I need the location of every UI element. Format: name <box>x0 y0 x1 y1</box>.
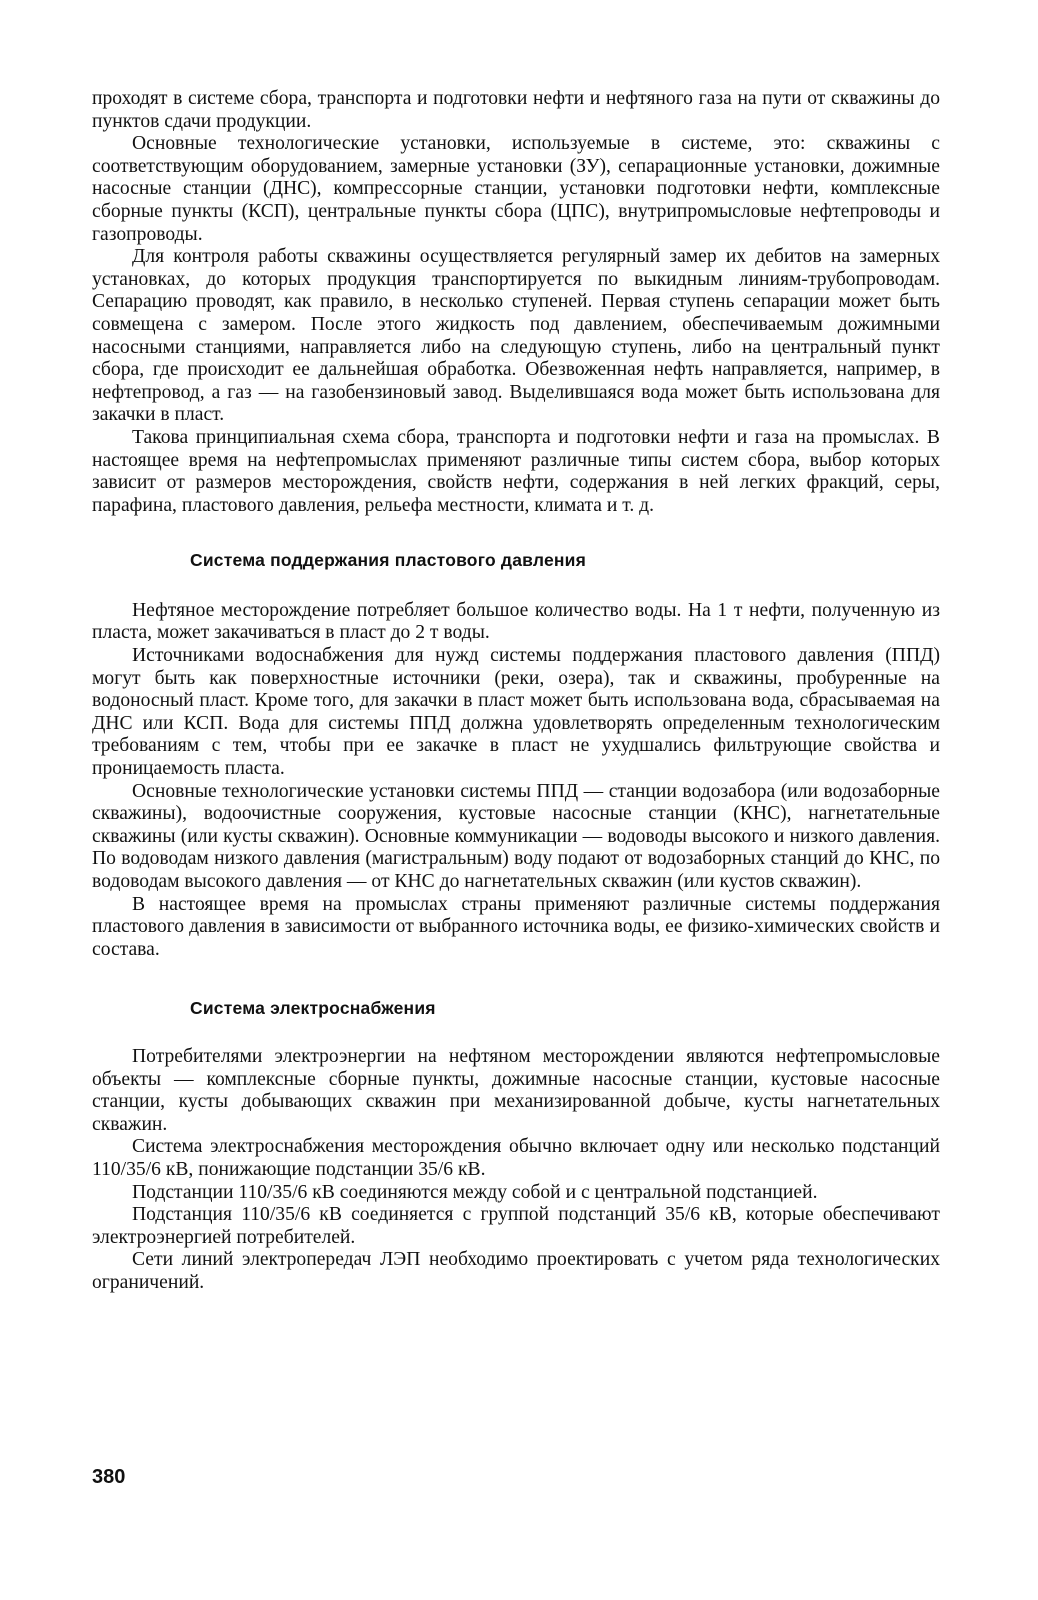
section-heading: Система электроснабжения <box>190 998 436 1019</box>
paragraph: Нефтяное месторождение потребляет большое количество воды. На 1 т нефти, полученную из пласта, может закачиваться в пласт до 2 т воды. <box>92 599 940 644</box>
paragraph: Сети линий электропередач ЛЭП необходимо проектировать с учетом ряда технологических ограничений. <box>92 1249 940 1293</box>
section-heading: Система поддержания пластового давления <box>190 550 587 571</box>
document-page <box>92 88 940 1295</box>
paragraph: Система электроснабжения месторождения обычно включает одну или несколько подстанций 110/35/6 кВ, понижающие подстанции 35/6 кВ. <box>92 1136 940 1180</box>
paragraph: Подстанции 110/35/6 кВ соединяются между собой и с центральной подстанцией. <box>132 1181 818 1203</box>
paragraph: Такова принципиальная схема сбора, транспорта и подготовки нефти и газа на промыслах. В настоящее время на нефтепромыслах применяют различные типы систем сбора, выбор которых зависит от размеров месторождения, свойств нефти, содержания в ней легких фракций, серы, парафина, пластового давления, рельефа местности, климата и т. д. <box>92 426 940 516</box>
paragraph: В настоящее время на промыслах страны применяют различные системы поддержания пластового давления в зависимости от выбранного источника воды, ее физико-химических свойств и состава. <box>92 893 940 960</box>
paragraph: Источниками водоснабжения для нужд системы поддержания пластового давления (ППД) могут быть как поверхностные источники (реки, озера), так и скважины, пробуренные на водоносный пласт. Кроме того, для закачки в пласт может быть использована вода, сбрасываемая на ДНС или КСП. Вода для системы ППД должна удовлетворять определенным технологическим требованиям с тем, чтобы при ее закачке в пласт не ухудшались фильтрующие свойства и проницаемость пласта. <box>92 645 940 780</box>
paragraph: Основные технологические установки системы ППД — станции водозабора (или водозаборные скважины), водоочистные сооружения, кустовые насосные станции (КНС), нагнетательные скважины (или кусты скважин). Основные коммуникации — водоводы высокого и низкого давления. По водоводам низкого давления (магистральным) воду подают от водозаборных станций до КНС, по водоводам высокого давления — от КНС до нагнетательных скважин (или кустов скважин). <box>92 780 940 892</box>
paragraph: Потребителями электроэнергии на нефтяном месторождении являются нефтепромысловые объекты — комплексные сборные пункты, дожимные насосные станции, кустовые насосные станции, кусты добывающих скважин при механизированной добыче, кусты нагнетательных скважин. <box>92 1045 940 1135</box>
paragraph: Основные технологические установки, используемые в системе, это: скважины с соответствующим оборудованием, замерные установки (ЗУ), сепарационные установки, дожимные насосные станции (ДНС), компрессорные станции, установки подготовки нефти, комплексные сборные пункты (КСП), центральные пункты сбора (ЦПС), внутрипромысловые нефтепроводы и газопроводы. <box>92 133 940 245</box>
page-number: 380 <box>92 1466 126 1488</box>
paragraph: проходят в системе сбора, транспорта и подготовки нефти и нефтяного газа на пути от скважины до пунктов сдачи продукции. <box>92 88 940 132</box>
paragraph: Для контроля работы скважины осуществляется регулярный замер их дебитов на замерных установках, до которых продукция транспортируется по выкидным линиям-трубопроводам. Сепарацию проводят, как правило, в несколько ступеней. Первая ступень сепарации может быть совмещена с замером. После этого жидкость под давлением, обеспечиваемым дожимными насосными станциями, направляется либо на следующую ступень, либо на центральный пункт сбора, где происходит ее дальнейшая обработка. Обезвоженная нефть направляется, например, в нефтепровод, а газ — на газобензиновый завод. Выделившаяся вода может быть использована для закачки в пласт. <box>92 246 940 426</box>
paragraph: Подстанция 110/35/6 кВ соединяется с группой подстанций 35/6 кВ, которые обеспечивают электроэнергией потребителей. <box>92 1204 940 1248</box>
